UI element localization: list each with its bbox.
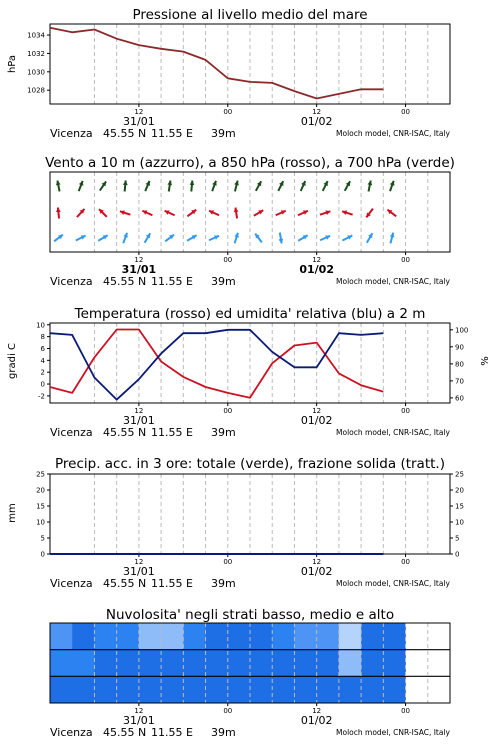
- temperature-title: Temperatura (rosso) ed umidita' relativa (blu) a 2 m: [74, 306, 426, 322]
- y-tick-label: 4: [40, 356, 45, 365]
- wind-arrow: [278, 181, 283, 191]
- model-credit: Moloch model, CNR-ISAC, Italy: [336, 579, 450, 588]
- wind-arrow: [190, 181, 195, 192]
- wind-arrow: [256, 181, 261, 191]
- cloud-cell: [317, 676, 340, 703]
- date-label: 31/01: [123, 414, 155, 427]
- y-tick-label: 1028: [27, 86, 45, 95]
- y2-tick-label: 70: [455, 377, 464, 386]
- cloud-cell: [250, 676, 273, 703]
- cloud-cell: [206, 650, 229, 677]
- wind-arrow: [276, 210, 286, 215]
- wind-arrow: [100, 181, 106, 190]
- y-tick-label: 6: [40, 344, 45, 353]
- date-label: 01/02: [300, 714, 333, 727]
- cloud-panel: [50, 607, 451, 739]
- y-tick-label: 0: [40, 380, 45, 389]
- y-tick-label: -2: [38, 392, 45, 401]
- cloud-cell: [183, 623, 206, 650]
- location-lon: 11.55 E: [151, 577, 193, 590]
- cloud-cell: [183, 676, 206, 703]
- date-label: 31/01: [123, 115, 155, 128]
- x-tick-label: 00: [223, 108, 233, 116]
- x-tick-label: 00: [401, 707, 411, 715]
- wind-arrow: [187, 235, 197, 241]
- temperature-ylabel: gradi C: [7, 343, 18, 379]
- y2-tick-label: 0: [455, 550, 460, 559]
- wind-arrow: [342, 210, 353, 215]
- wind-arrow: [77, 209, 85, 217]
- cloud-cell: [383, 623, 406, 650]
- cloud-cell: [72, 623, 95, 650]
- location-elev: 39m: [211, 127, 236, 140]
- wind-arrow: [279, 233, 284, 244]
- wind-arrow: [345, 181, 350, 191]
- date-label: 01/02: [299, 263, 334, 276]
- cloud-cell: [139, 650, 162, 677]
- cloud-cell: [94, 650, 117, 677]
- x-tick-label: 00: [223, 407, 233, 415]
- cloud-cell: [317, 650, 340, 677]
- wind-arrow: [76, 235, 86, 240]
- x-tick-label: 12: [134, 558, 144, 566]
- pressure-title: Pressione al livello medio del mare: [132, 7, 368, 23]
- y-tick-label: 0: [40, 550, 45, 559]
- y-tick-label: 2: [40, 368, 45, 377]
- cloud-cell: [50, 676, 73, 703]
- wind-arrow: [212, 181, 217, 191]
- location-lon: 11.55 E: [151, 426, 193, 439]
- wind-arrow: [145, 233, 151, 242]
- wind-arrow: [234, 208, 239, 219]
- location-name: Vicenza: [50, 726, 93, 739]
- cloud-cell: [161, 623, 184, 650]
- y-tick-label: 25: [36, 470, 45, 479]
- wind-arrow: [254, 210, 263, 216]
- wind-arrow: [209, 210, 219, 215]
- cloud-cell: [139, 676, 162, 703]
- x-tick-label: 00: [401, 558, 411, 566]
- cloud-cell: [339, 676, 362, 703]
- wind-arrow: [209, 235, 219, 240]
- pressure-ylabel: hPa: [7, 54, 18, 74]
- x-tick-label: 00: [223, 707, 233, 715]
- x-tick-label: 12: [312, 256, 322, 264]
- wind-panel: [45, 155, 455, 288]
- plot-frame: [50, 323, 450, 403]
- cloud-cell: [317, 623, 340, 650]
- wind-arrow: [167, 181, 172, 192]
- y-tick-label: 20: [36, 486, 45, 495]
- wind-arrow: [298, 210, 308, 215]
- cloud-cell: [161, 676, 184, 703]
- wind-arrow: [98, 235, 107, 241]
- x-tick-label: 12: [312, 707, 322, 715]
- cloud-cell: [139, 623, 162, 650]
- wind-title: Vento a 10 m (azzurro), a 850 hPa (rosso), a 700 hPa (verde): [45, 155, 455, 171]
- wind-arrow: [234, 233, 239, 243]
- wind-arrow-head: [123, 181, 128, 186]
- x-tick-label: 12: [312, 407, 322, 415]
- model-credit: Moloch model, CNR-ISAC, Italy: [336, 728, 450, 737]
- date-label: 01/02: [300, 565, 333, 578]
- cloud-cell: [294, 623, 317, 650]
- wind-arrow-head: [56, 208, 61, 213]
- y2-tick-label: 25: [455, 470, 464, 479]
- wind-arrow: [342, 235, 352, 240]
- cloud-cell: [361, 623, 384, 650]
- humidity-ylabel: %: [480, 356, 491, 366]
- cloud-cell: [228, 623, 251, 650]
- y-tick-label: 5: [40, 534, 45, 543]
- cloud-cell: [294, 650, 317, 677]
- wind-arrow: [56, 181, 61, 192]
- wind-arrow: [123, 233, 128, 243]
- wind-arrow: [387, 210, 396, 217]
- x-tick-label: 00: [401, 407, 411, 415]
- cloud-cell: [183, 650, 206, 677]
- y2-tick-label: 100: [455, 326, 469, 335]
- wind-arrow: [142, 210, 152, 215]
- y2-tick-label: 60: [455, 394, 464, 403]
- cloud-cell: [206, 623, 229, 650]
- x-tick-label: 12: [134, 407, 144, 415]
- cloud-cell: [94, 676, 117, 703]
- wind-arrow: [145, 181, 150, 191]
- cloud-cell: [50, 650, 73, 677]
- location-elev: 39m: [211, 275, 236, 288]
- model-credit: Moloch model, CNR-ISAC, Italy: [336, 428, 450, 437]
- wind-arrow: [56, 208, 61, 219]
- wind-arrow: [165, 235, 174, 242]
- wind-arrow: [79, 181, 84, 191]
- wind-arrow: [99, 209, 107, 217]
- x-tick-label: 00: [223, 256, 233, 264]
- location-lat: 45.55 N: [103, 275, 147, 288]
- wind-arrow: [255, 234, 262, 243]
- x-tick-label: 00: [223, 558, 233, 566]
- wind-arrow: [320, 210, 330, 215]
- wind-arrow: [320, 235, 330, 240]
- cloud-cell: [72, 676, 95, 703]
- wind-arrow: [298, 235, 307, 241]
- precipitation-title: Precip. acc. in 3 ore: totale (verde), frazione solida (tratt.): [55, 456, 445, 472]
- cloud-cell: [294, 676, 317, 703]
- date-label: 31/01: [123, 565, 155, 578]
- wind-arrow-head: [190, 181, 195, 186]
- y-tick-label: 8: [40, 333, 45, 342]
- wind-arrow: [390, 233, 395, 244]
- wind-arrow: [54, 235, 63, 242]
- location-lon: 11.55 E: [151, 726, 193, 739]
- location-elev: 39m: [211, 426, 236, 439]
- cloud-cell: [339, 650, 362, 677]
- wind-arrow: [120, 210, 131, 215]
- wind-arrow: [367, 233, 373, 242]
- cloud-cell: [250, 623, 273, 650]
- cloud-cell: [272, 650, 295, 677]
- model-credit: Moloch model, CNR-ISAC, Italy: [336, 277, 450, 286]
- x-tick-label: 12: [134, 707, 144, 715]
- location-name: Vicenza: [50, 127, 93, 140]
- x-tick-label: 12: [134, 256, 144, 264]
- y2-tick-label: 5: [455, 534, 460, 543]
- location-name: Vicenza: [50, 275, 93, 288]
- cloud-cell: [50, 623, 73, 650]
- wind-arrow: [234, 181, 239, 192]
- wind-arrow: [390, 181, 395, 191]
- wind-arrow: [368, 181, 373, 192]
- cloud-cell: [72, 650, 95, 677]
- cloud-cell: [94, 623, 117, 650]
- cloud-cell: [206, 676, 229, 703]
- cloud-title: Nuvolosita' negli strati basso, medio e alto: [105, 607, 395, 623]
- cloud-cell: [117, 650, 140, 677]
- cloud-cell: [228, 676, 251, 703]
- y-tick-label: 10: [36, 321, 45, 330]
- y-tick-label: 10: [36, 518, 45, 527]
- y2-tick-label: 15: [455, 502, 464, 511]
- model-credit: Moloch model, CNR-ISAC, Italy: [336, 129, 450, 138]
- x-tick-label: 12: [134, 108, 144, 116]
- location-name: Vicenza: [50, 426, 93, 439]
- wind-arrow: [123, 181, 128, 192]
- location-lat: 45.55 N: [103, 127, 147, 140]
- wind-arrow: [366, 209, 373, 218]
- precipitation-panel: [7, 456, 464, 590]
- location-lat: 45.55 N: [103, 577, 147, 590]
- pressure-panel: [7, 7, 451, 140]
- cloud-cell: [161, 650, 184, 677]
- cloud-cell: [117, 676, 140, 703]
- x-tick-label: 00: [401, 256, 411, 264]
- y-tick-label: 1030: [27, 68, 45, 77]
- date-label: 01/02: [300, 115, 333, 128]
- wind-arrow: [323, 181, 328, 191]
- date-label: 31/01: [123, 714, 155, 727]
- cloud-cell: [272, 623, 295, 650]
- wind-arrow: [301, 181, 306, 191]
- cloud-cell: [383, 650, 406, 677]
- plot-frame: [50, 474, 450, 554]
- location-elev: 39m: [211, 577, 236, 590]
- cloud-cell: [361, 676, 384, 703]
- cloud-cell: [228, 650, 251, 677]
- x-tick-label: 12: [312, 108, 322, 116]
- date-label: 01/02: [300, 414, 333, 427]
- y2-tick-label: 80: [455, 360, 464, 369]
- x-tick-label: 12: [312, 558, 322, 566]
- cloud-cell: [383, 676, 406, 703]
- location-lat: 45.55 N: [103, 426, 147, 439]
- pressure-line: [50, 28, 383, 99]
- wind-arrow: [187, 210, 196, 217]
- cloud-cell: [361, 650, 384, 677]
- location-name: Vicenza: [50, 577, 93, 590]
- y2-tick-label: 90: [455, 343, 464, 352]
- location-lat: 45.55 N: [103, 726, 147, 739]
- temperature-panel: [7, 306, 491, 439]
- location-lon: 11.55 E: [151, 275, 193, 288]
- cloud-cell: [339, 623, 362, 650]
- y-tick-label: 1034: [27, 31, 45, 40]
- x-tick-label: 00: [401, 108, 411, 116]
- y-tick-label: 15: [36, 502, 45, 511]
- cloud-cell: [117, 623, 140, 650]
- location-lon: 11.55 E: [151, 127, 193, 140]
- temperature-line: [50, 330, 383, 398]
- y2-tick-label: 20: [455, 486, 464, 495]
- precipitation-ylabel: mm: [7, 503, 18, 523]
- cloud-cell: [272, 676, 295, 703]
- wind-arrow: [165, 210, 175, 215]
- y2-tick-label: 10: [455, 518, 464, 527]
- location-elev: 39m: [211, 726, 236, 739]
- y-tick-label: 1032: [27, 49, 45, 58]
- cloud-cell: [250, 650, 273, 677]
- date-label: 31/01: [121, 263, 157, 276]
